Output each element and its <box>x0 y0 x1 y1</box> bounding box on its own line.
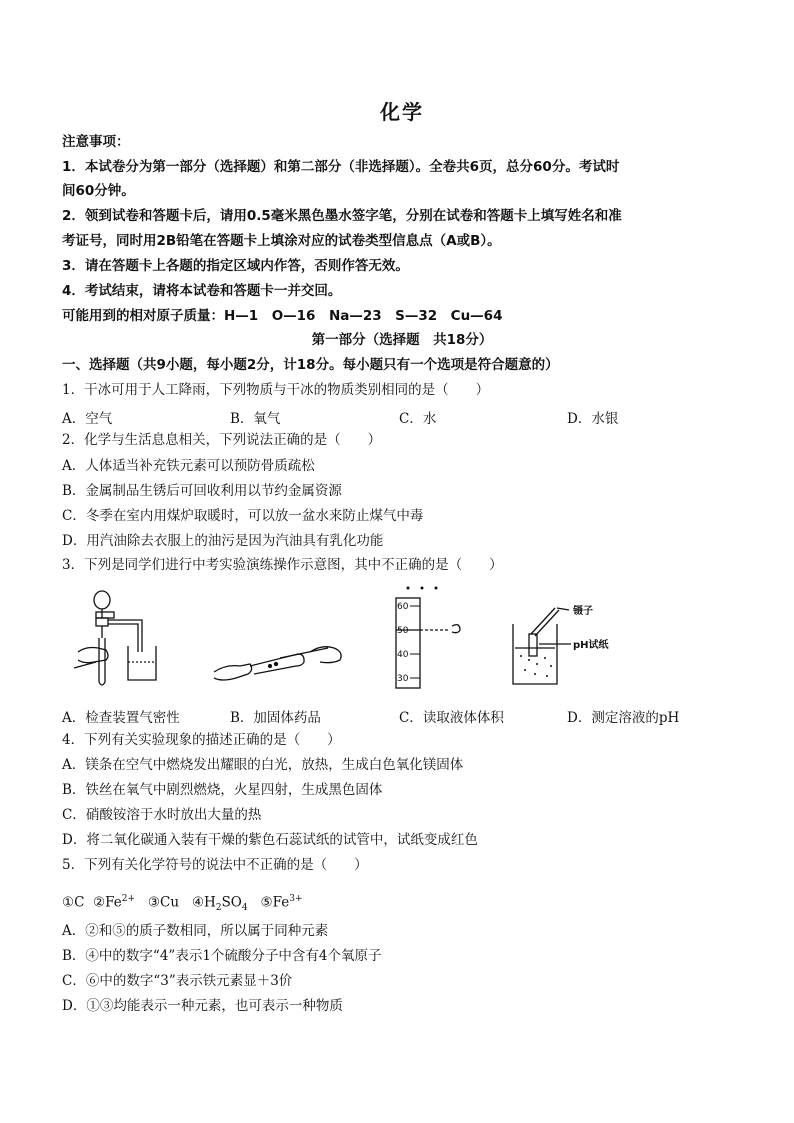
symbol-1: ①C <box>62 894 85 911</box>
notice-item: 考证号，同时用2B铅笔在答题卡上填涂对应的试卷类型信息点（A或B）。 <box>62 233 501 249</box>
symbol-4-rest: SO <box>221 894 242 911</box>
q4-option-a[interactable]: A．镁条在空气中燃烧发出耀眼的白光，放热，生成白色氧化镁固体 <box>62 757 464 773</box>
q2-option-c[interactable]: C．冬季在室内用煤炉取暖时，可以放一盆水来防止煤气中毒 <box>62 508 424 524</box>
question-1-stem: 1．干冰可用于人工降雨，下列物质与干冰的物质类别相同的是（ ） <box>62 382 490 398</box>
q2-option-d[interactable]: D．用汽油除去衣服上的油污是因为汽油具有乳化功能 <box>62 533 384 549</box>
question-5-stem: 5．下列有关化学符号的说法中不正确的是（ ） <box>62 857 368 873</box>
q3-figures <box>62 584 742 694</box>
q5-symbols <box>62 890 303 917</box>
symbol-5-charge: 3+ <box>289 894 303 904</box>
ph-test-figure <box>507 604 647 692</box>
symbol-4-sub: 2 <box>215 903 222 914</box>
cylinder-tick-label: 30 <box>397 674 409 684</box>
q3-option-a[interactable]: A．检查装置气密性 <box>62 710 180 726</box>
tweezers-label: 镊子 <box>573 606 593 617</box>
q2-option-a[interactable]: A．人体适当补充铁元素可以预防骨质疏松 <box>62 458 315 474</box>
question-2-stem: 2．化学与生活息息相关，下列说法正确的是（ ） <box>62 432 382 448</box>
symbol-2: ②Fe <box>93 894 122 911</box>
q3-option-d[interactable]: D．测定溶液的pH <box>567 710 680 726</box>
cylinder-tick-label: 50 <box>397 626 409 636</box>
q2-option-b[interactable]: B．金属制品生锈后可回收利用以节约金属资源 <box>62 483 342 499</box>
cylinder-tick-label: 60 <box>397 602 409 612</box>
q4-option-d[interactable]: D．将二氧化碳通入装有干燥的紫色石蕊试纸的试管中，试纸变成红色 <box>62 832 478 848</box>
notice-item: 2．领到试卷和答题卡后，请用0.5毫米黑色墨水签字笔，分别在试卷和答题卡上填写姓名和准 <box>62 208 622 224</box>
q1-option-c[interactable]: C．水 <box>399 411 437 427</box>
notice-item: 4．考试结束，请将本试卷和答题卡一并交回。 <box>62 283 342 299</box>
q4-option-b[interactable]: B．铁丝在氧气中剧烈燃烧，火星四射，生成黑色固体 <box>62 782 383 798</box>
symbol-4: ④H <box>191 894 216 911</box>
notice-item: 1．本试卷分为第一部分（选择题）和第二部分（非选择题）。全卷共6页，总分60分。考试时 <box>62 159 620 175</box>
question-4-stem: 4．下列有关实验现象的描述正确的是（ ） <box>62 732 341 748</box>
page-title: 化学 <box>380 100 424 124</box>
cylinder-reading-figure <box>382 584 472 692</box>
q1-option-d[interactable]: D．水银 <box>567 411 619 427</box>
q5-option-c[interactable]: C．⑥中的数字“3”表示铁元素显＋3价 <box>62 973 293 989</box>
symbol-4-sub: 4 <box>241 903 248 914</box>
symbol-2-charge: 2+ <box>121 894 136 904</box>
notice-item: 间60分钟。 <box>62 183 135 199</box>
ph-paper-label: pH试纸 <box>573 640 609 651</box>
question-3-stem: 3．下列是同学们进行中考实验演练操作示意图，其中不正确的是（ ） <box>62 557 503 573</box>
airtightness-check-figure <box>72 590 197 690</box>
q5-option-b[interactable]: B．④中的数字“4”表示1个硫酸分子中含有4个氧原子 <box>62 948 382 964</box>
notice-item: 3．请在答题卡上各题的指定区域内作答，否则作答无效。 <box>62 258 409 274</box>
part1-heading: 第一部分（选择题 共18分） <box>311 332 493 348</box>
atomic-masses: 可能用到的相对原子质量：H—1 O—16 Na—23 S—32 Cu—64 <box>62 308 503 324</box>
section-heading: 一、选择题（共9小题，每小题2分，计18分。每小题只有一个选项是符合题意的） <box>62 357 559 373</box>
cylinder-tick-label: 40 <box>397 650 409 660</box>
q1-option-a[interactable]: A．空气 <box>62 411 113 427</box>
notice-heading: 注意事项： <box>62 134 130 150</box>
q4-option-c[interactable]: C．硝酸铵溶于水时放出大量的热 <box>62 807 262 823</box>
symbol-3: ③Cu <box>147 894 180 911</box>
q3-option-b[interactable]: B．加固体药品 <box>230 710 321 726</box>
q3-option-c[interactable]: C．读取液体体积 <box>399 710 504 726</box>
q1-option-b[interactable]: B．氧气 <box>230 411 281 427</box>
add-solid-figure <box>210 634 350 689</box>
q5-option-a[interactable]: A．②和⑤的质子数相同，所以属于同种元素 <box>62 923 329 939</box>
q5-option-d[interactable]: D．①③均能表示一种元素，也可表示一种物质 <box>62 998 343 1014</box>
symbol-5: ⑤Fe <box>260 894 290 911</box>
